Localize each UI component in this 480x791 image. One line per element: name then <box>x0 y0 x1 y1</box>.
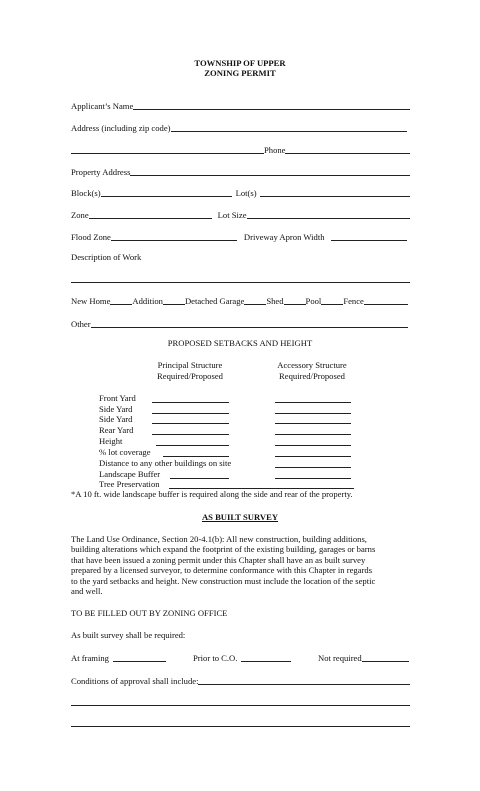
conditions-label: Conditions of approval shall include: <box>71 676 199 687</box>
property-address-label: Property Address <box>71 167 131 178</box>
paragraph-line: to the yard setbacks and height. New construction must include the location of the septic <box>71 575 376 586</box>
applicant-name-label: Applicant’s Name <box>71 101 134 112</box>
blocks-label: Block(s) <box>71 188 101 199</box>
prior-to-co-field[interactable] <box>241 654 291 662</box>
fence-label: Fence <box>343 296 364 307</box>
paragraph-line: The Land Use Ordinance, Section 20-4.1(b): All new construction, building additions, <box>71 534 367 544</box>
zone-label: Zone <box>71 210 89 221</box>
paragraph-line: that have been issued a zoning permit under this Chapter shall have an as built survey <box>71 554 366 565</box>
accessory-side-yard-1-field[interactable] <box>275 413 351 414</box>
principal-landscape-buffer-field[interactable] <box>170 478 229 479</box>
driveway-apron-width-field[interactable] <box>331 233 407 241</box>
principal-side-yard-2-field[interactable] <box>152 423 229 424</box>
applicant-name-row <box>71 100 410 111</box>
work-type-row <box>71 295 408 306</box>
phone-field[interactable] <box>285 146 410 154</box>
paragraph-line: prepared by a licensed surveyor, to determine conformance with this Chapter in regards <box>71 565 373 576</box>
conditions-row <box>71 675 410 686</box>
accessory-height-field[interactable] <box>275 445 351 446</box>
lot-size-field[interactable] <box>247 211 410 219</box>
zone-lot-size-row <box>71 209 410 220</box>
setback-row-label: Side Yard <box>99 404 133 414</box>
detached-garage-label: Detached Garage <box>184 296 245 307</box>
addition-label: Addition <box>132 296 163 307</box>
accessory-distance-field[interactable] <box>275 467 351 468</box>
paragraph-line: building alterations which expand the footprint of the existing building, garages or barns <box>71 544 376 555</box>
at-framing-field[interactable] <box>113 654 166 662</box>
principal-side-yard-1-field[interactable] <box>152 413 229 414</box>
lots-label: Lot(s) <box>235 188 257 199</box>
accessory-front-yard-field[interactable] <box>275 402 351 403</box>
not-required-label: Not required <box>318 653 362 664</box>
description-of-work-label: Description of Work <box>71 252 142 262</box>
setback-row-label: Rear Yard <box>99 425 134 435</box>
lots-field[interactable] <box>260 189 410 197</box>
other-field[interactable] <box>91 320 408 328</box>
not-required-field[interactable] <box>362 654 409 662</box>
description-of-work-field[interactable] <box>71 282 410 283</box>
other-label: Other <box>71 319 91 330</box>
fence-blank[interactable] <box>364 297 408 305</box>
lot-size-label: Lot Size <box>217 210 247 221</box>
setback-row-label: % lot coverage <box>99 447 151 457</box>
survey-required-label: As built survey shall be required: <box>71 630 186 640</box>
principal-lot-coverage-field[interactable] <box>163 456 229 457</box>
shed-label: Shed <box>266 296 284 307</box>
accessory-header-line1: Accessory Structure <box>277 360 347 370</box>
setback-row-label: Height <box>99 436 123 446</box>
principal-front-yard-field[interactable] <box>152 402 229 403</box>
zoning-office-heading: TO BE FILLED OUT BY ZONING OFFICE <box>71 608 228 618</box>
applicant-name-field[interactable] <box>133 102 410 110</box>
pool-blank[interactable] <box>321 297 343 305</box>
other-row <box>71 318 408 329</box>
prior-to-co-row <box>193 652 291 663</box>
accessory-landscape-buffer-field[interactable] <box>275 478 351 479</box>
detached-garage-blank[interactable] <box>244 297 266 305</box>
pool-label: Pool <box>305 296 322 307</box>
address-row <box>71 122 407 133</box>
flood-zone-label: Flood Zone <box>71 232 111 243</box>
phone-label: Phone <box>264 145 286 156</box>
at-framing-row <box>71 652 166 663</box>
setback-row-label: Side Yard <box>99 414 133 424</box>
as-built-survey-heading: AS BUILT SURVEY <box>201 512 279 522</box>
setback-row-label: Tree Preservation <box>99 479 160 489</box>
new-home-label: New Home <box>71 296 111 307</box>
conditions-line-3[interactable] <box>71 726 410 727</box>
zone-field[interactable] <box>89 211 212 219</box>
address-field[interactable] <box>171 124 407 132</box>
accessory-side-yard-2-field[interactable] <box>275 423 351 424</box>
address-line2-field[interactable] <box>71 146 264 154</box>
accessory-lot-coverage-field[interactable] <box>275 456 351 457</box>
blocks-field[interactable] <box>101 189 232 197</box>
accessory-header-line2: Required/Proposed <box>279 371 345 381</box>
setbacks-heading: PROPOSED SETBACKS AND HEIGHT <box>167 338 313 348</box>
accessory-rear-yard-field[interactable] <box>275 434 351 435</box>
paragraph-line: and well. <box>71 586 103 597</box>
new-home-blank[interactable] <box>110 297 132 305</box>
flood-zone-field[interactable] <box>111 233 237 241</box>
principal-height-field[interactable] <box>156 445 229 446</box>
principal-rear-yard-field[interactable] <box>152 434 229 435</box>
addition-blank[interactable] <box>163 297 185 305</box>
conditions-field[interactable] <box>198 677 410 685</box>
flood-driveway-row <box>71 231 407 242</box>
form-title-line1: TOWNSHIP OF UPPER <box>194 58 286 68</box>
as-built-paragraph <box>71 534 375 596</box>
property-address-field[interactable] <box>130 168 410 176</box>
principal-header-line1: Principal Structure <box>157 360 223 370</box>
driveway-apron-width-label: Driveway Apron Width <box>243 232 325 243</box>
form-title-line2: ZONING PERMIT <box>204 68 276 78</box>
setback-row-label: Landscape Buffer <box>99 469 161 479</box>
shed-blank[interactable] <box>284 297 306 305</box>
principal-header-line2: Required/Proposed <box>157 371 223 381</box>
property-address-row <box>71 166 410 177</box>
address2-phone-row <box>71 144 410 155</box>
setback-row-label: Distance to any other buildings on site <box>99 458 232 468</box>
block-lot-row <box>71 187 410 198</box>
at-framing-label: At framing <box>71 653 109 664</box>
setback-row-label: Front Yard <box>99 393 136 403</box>
prior-to-co-label: Prior to C.O. <box>193 653 238 664</box>
conditions-line-2[interactable] <box>71 705 410 706</box>
landscape-buffer-footnote: *A 10 ft. wide landscape buffer is required along the side and rear of the property. <box>71 489 353 499</box>
address-label: Address (including zip code) <box>71 123 171 134</box>
not-required-row <box>318 652 409 663</box>
